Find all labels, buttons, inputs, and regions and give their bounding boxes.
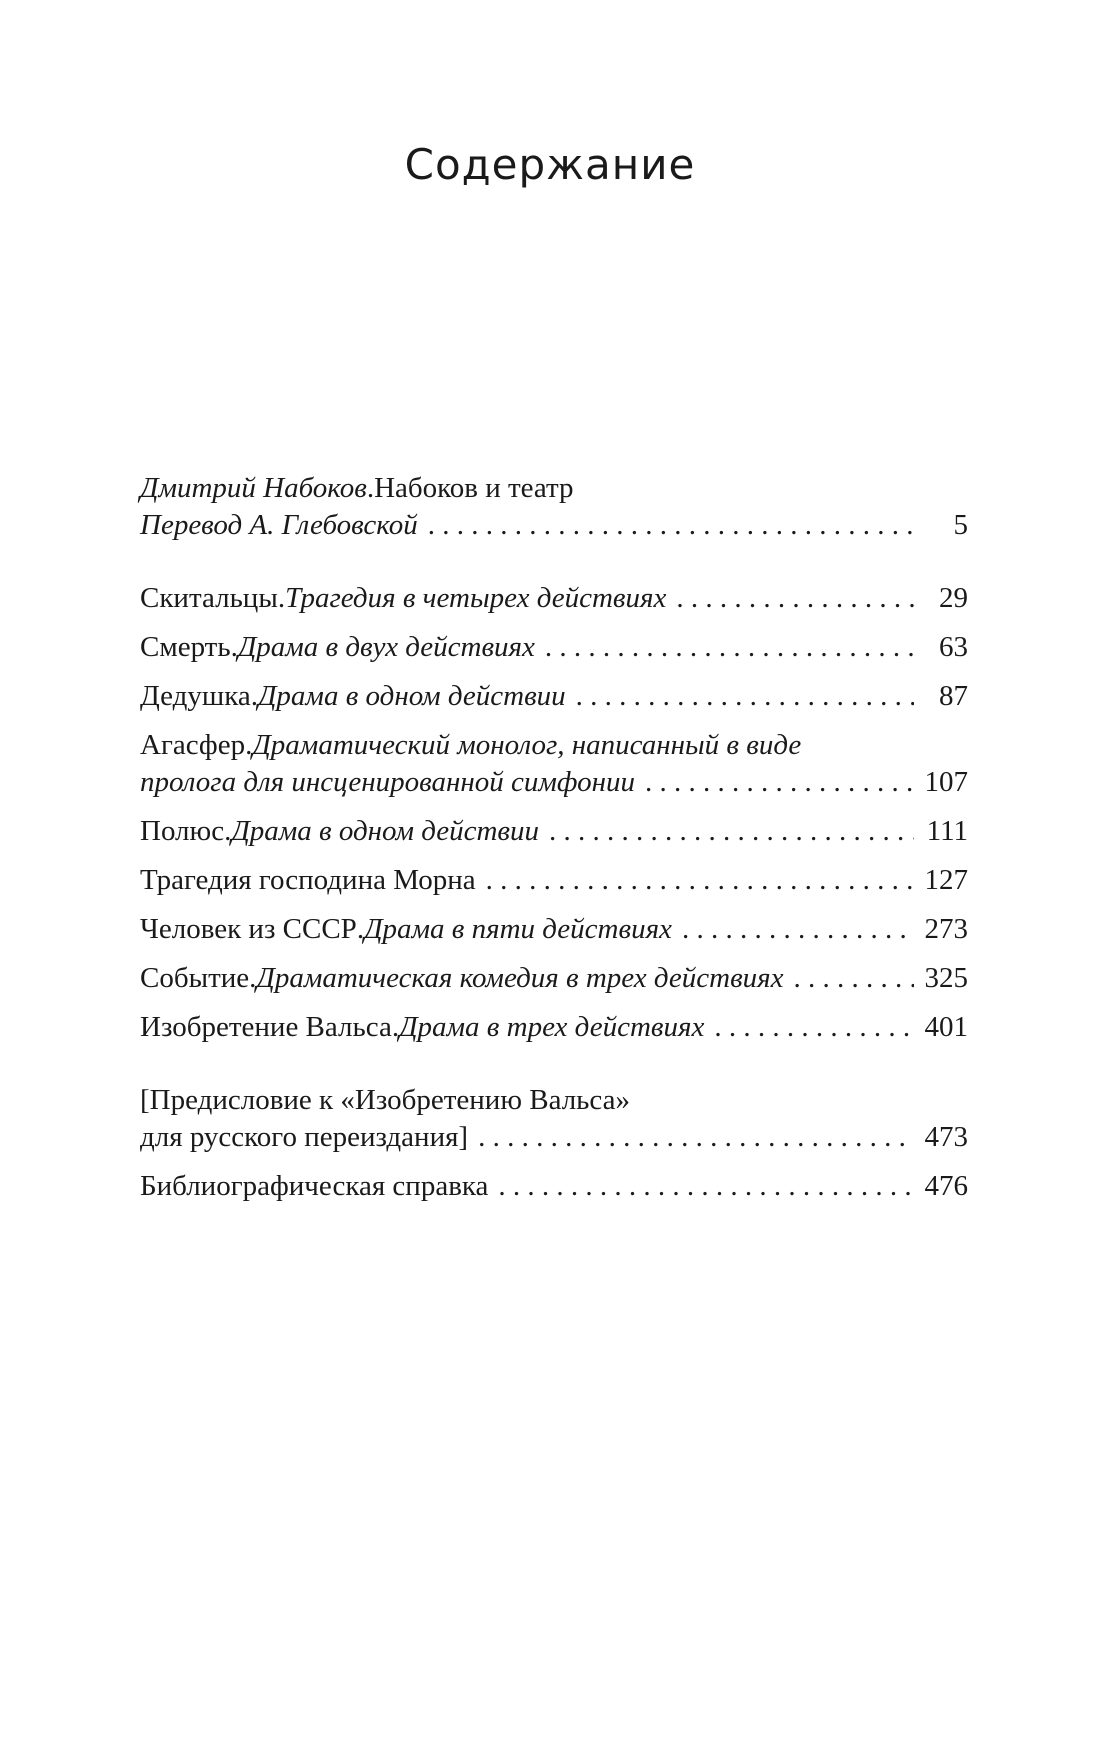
toc-separator: . <box>356 913 365 945</box>
toc-title: Смерть <box>140 631 231 663</box>
toc-page-number: 127 <box>924 864 968 896</box>
toc-subtitle: Драма в одном действии <box>257 680 566 712</box>
toc-translator: Перевод А. Глебовской <box>140 509 418 541</box>
toc-title: Библиографическая справка <box>140 1170 489 1202</box>
toc-title: Событие <box>140 962 250 994</box>
dot-leader <box>545 629 914 666</box>
toc-entry-izobretenie-valsa[interactable] <box>140 1009 968 1046</box>
toc-entry-sobytie[interactable] <box>140 960 968 997</box>
dot-leader <box>714 1009 914 1046</box>
toc-title: Трагедия господина Морна <box>140 864 476 896</box>
dot-leader <box>486 862 914 899</box>
dot-leader <box>645 764 914 801</box>
toc-page-number: 476 <box>924 1170 968 1202</box>
toc-entry-predislovie[interactable] <box>140 1082 968 1156</box>
toc-title: Набоков и театр <box>374 472 574 504</box>
toc-title: Скитальцы <box>140 582 278 614</box>
toc-page-number: 29 <box>939 582 968 614</box>
toc-page-number: 5 <box>953 509 968 541</box>
dot-leader <box>576 678 914 715</box>
dot-leader <box>794 960 914 997</box>
toc-entry-nabokov-and-theatre[interactable] <box>140 470 968 544</box>
toc-title-continued: для русского переиздания] <box>140 1121 469 1153</box>
toc-page-number: 111 <box>926 815 968 847</box>
toc-page-number: 473 <box>924 1121 968 1153</box>
toc-page-number: 107 <box>924 766 968 798</box>
toc-separator: . <box>277 582 286 614</box>
toc-title: Дедушка <box>140 680 251 712</box>
toc-separator: . <box>391 1011 400 1043</box>
toc-subtitle: Драма в трех действиях <box>399 1011 705 1043</box>
toc-entry-dedushka[interactable] <box>140 678 968 715</box>
toc-subtitle: Драма в одном действии <box>231 815 539 847</box>
toc-separator: . <box>250 680 258 712</box>
toc-subtitle: Драма в пяти действиях <box>364 913 672 945</box>
toc-title: Человек из СССР <box>140 913 357 945</box>
dot-leader <box>478 1119 914 1156</box>
toc-entry-polyus[interactable] <box>140 813 968 850</box>
toc-author: Дмитрий Набоков <box>140 472 367 504</box>
page-title: Содержание <box>404 140 696 189</box>
toc-title: Полюс <box>140 815 225 847</box>
dot-leader <box>676 580 914 617</box>
toc-title: Изобретение Вальса <box>140 1011 392 1043</box>
toc-title: [Предисловие к «Изобретению Вальса» <box>140 1084 630 1116</box>
toc-page-number: 63 <box>939 631 968 663</box>
toc-page-number: 325 <box>924 962 968 994</box>
toc-separator: . <box>230 631 238 663</box>
toc-entry-smert[interactable] <box>140 629 968 666</box>
toc-subtitle: Драматическая комедия в трех действиях <box>256 962 784 994</box>
toc-page-number: 273 <box>924 913 968 945</box>
toc-title: Агасфер <box>140 729 246 761</box>
toc-subtitle: Трагедия в четырех действиях <box>285 582 667 614</box>
dot-leader <box>549 813 914 850</box>
toc-separator: . <box>224 815 232 847</box>
toc-subtitle: Драма в двух действиях <box>237 631 535 663</box>
toc-entry-tragediya-morna[interactable] <box>140 862 968 899</box>
dot-leader <box>682 911 914 948</box>
toc-page-number: 87 <box>939 680 968 712</box>
toc-entry-agasfer[interactable] <box>140 727 968 801</box>
toc-separator: . <box>249 962 257 994</box>
toc-entry-chelovek-iz-sssr[interactable] <box>140 911 968 948</box>
table-of-contents <box>140 470 968 1217</box>
dot-leader <box>428 507 914 544</box>
toc-subtitle: Драматический монолог, написанный в виде <box>252 729 802 761</box>
toc-separator: . <box>366 472 375 504</box>
toc-page-number: 401 <box>924 1011 968 1043</box>
toc-subtitle-continued: пролога для инсценированной симфонии <box>140 766 636 798</box>
toc-entry-bibliografiya[interactable] <box>140 1168 968 1205</box>
toc-separator: . <box>245 729 253 761</box>
dot-leader <box>498 1168 914 1205</box>
toc-entry-skitaltsy[interactable] <box>140 580 968 617</box>
